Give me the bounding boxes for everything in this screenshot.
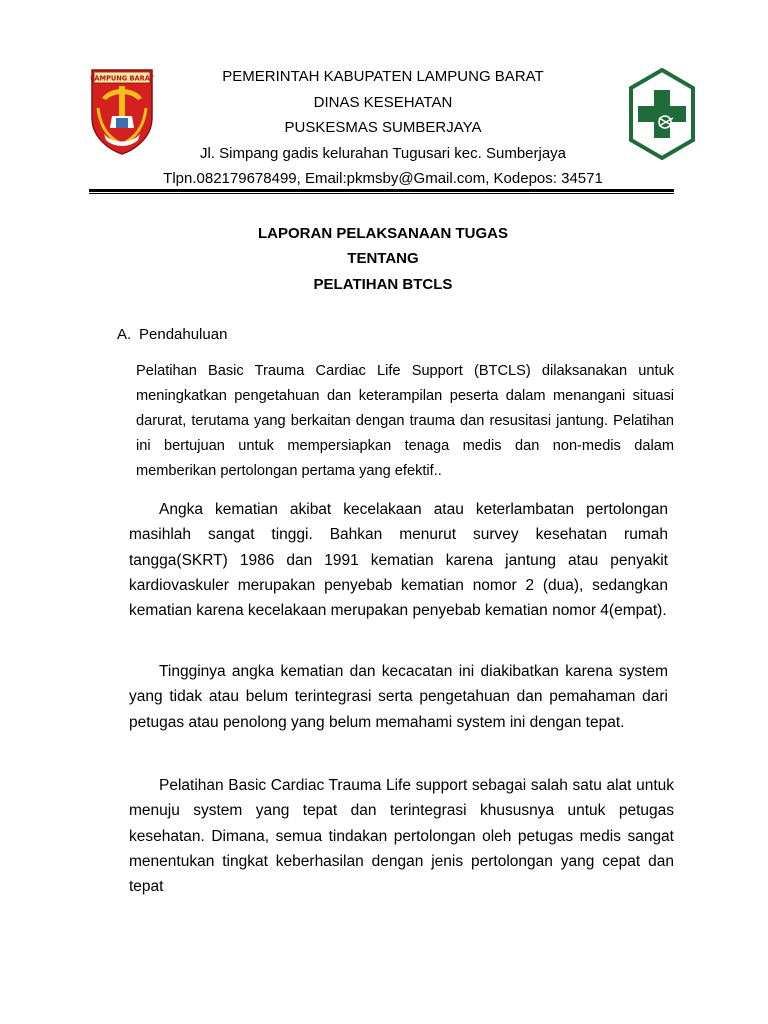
puskesmas-name: PUSKESMAS SUMBERJAYA	[284, 119, 482, 136]
paragraph-mortality: Angka kematian akibat kecelakaan atau keterlambatan pertolongan masihlah sangat tinggi. Bahkan menurut survey kesehatan rumah tangga(SKRT) 1986 dan 1991 kematian karena jantung atau penyakit kardiovaskuler merupakan penyebab kematian nomor 2 (dua), sedangkan kematian karena kecelakaan merupakan penyebab kematian nomor 4(empat).	[129, 501, 668, 620]
section-title: Pendahuluan	[139, 326, 228, 343]
report-title: LAPORAN PELAKSANAAN TUGAS	[257, 225, 508, 242]
contact-info: Tlpn.082179678499, Email:pkmsby@Gmail.com, Kodepos: 34571	[163, 170, 603, 187]
letterhead-rule-thick	[89, 189, 674, 192]
emblem-banner-text: LAMPUNG BARAT	[90, 74, 154, 83]
government-name: PEMERINTAH KABUPATEN LAMPUNG BARAT	[222, 68, 544, 85]
paragraph-intro: Pelatihan Basic Trauma Cardiac Life Support (BTCLS) dilaksanakan untuk meningkatkan pengetahuan dan keterampilan peserta dalam menangani situasi darurat, terutama yang berkaitan dengan trauma dan resusitasi jantung. Pelatihan ini bertujuan untuk mempersiapkan tenaga medis dan non-medis dalam memberikan pertolongan pertama yang efektif..	[136, 363, 674, 479]
paragraph-system: Tingginya angka kematian dan kecacatan ini diakibatkan karena system yang tidak atau belum terintegrasi serta pengetahuan dan pemahaman dari petugas atau penolong yang belum memahami system ini dengan tepat.	[129, 663, 668, 731]
letterhead-rule-thin	[89, 193, 674, 194]
puskesmas-logo-icon	[629, 68, 695, 160]
section-heading	[117, 326, 227, 344]
lampung-barat-emblem-icon	[90, 68, 154, 156]
report-title-connector: TENTANG	[347, 250, 419, 267]
section-letter: A.	[117, 326, 132, 343]
address: Jl. Simpang gadis kelurahan Tugusari kec. Sumberjaya	[199, 145, 567, 162]
paragraph-training: Pelatihan Basic Cardiac Trauma Life support sebagai salah satu alat untuk menuju system yang tepat dan terintegrasi khususnya untuk petugas kesehatan. Dimana, semua tindakan pertolongan oleh petugas medis sangat menentukan tingkat keberhasilan dengan jenis pertolongan yang cepat dan tepat	[129, 777, 674, 896]
report-subject: PELATIHAN BTCLS	[313, 276, 453, 293]
department-name: DINAS KESEHATAN	[313, 94, 453, 111]
